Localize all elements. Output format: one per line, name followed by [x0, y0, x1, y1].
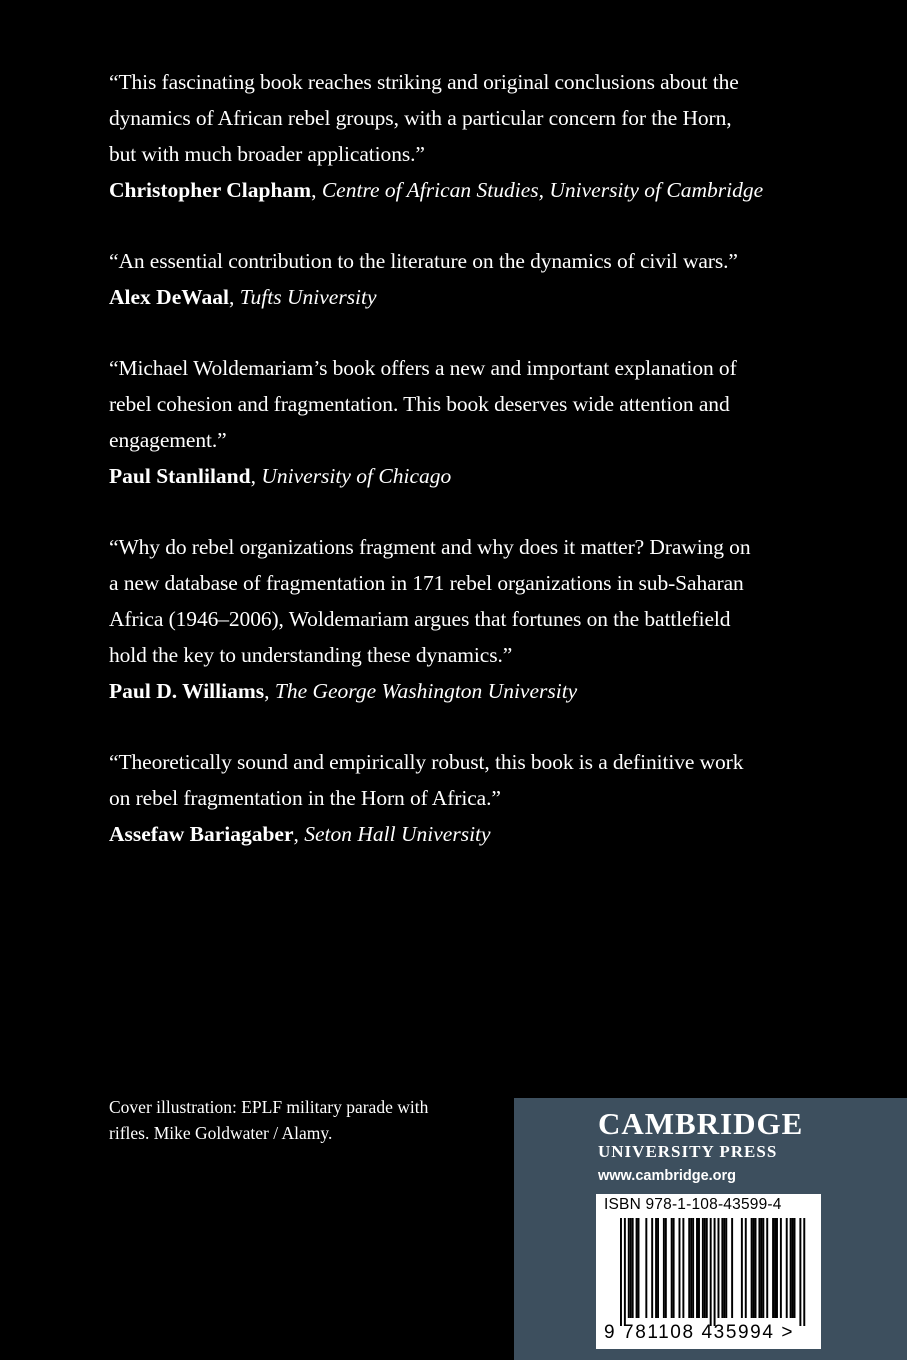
barcode-bar — [688, 1218, 690, 1318]
barcode-bar — [704, 1218, 706, 1318]
quote-line: engagement.” — [109, 428, 227, 452]
barcode-bar — [758, 1218, 760, 1318]
barcode-bar — [741, 1218, 743, 1318]
endorser-name: Paul Stanliland — [109, 464, 251, 488]
endorsement-quote — [109, 744, 809, 816]
barcode-bar — [725, 1218, 727, 1318]
quote-line: hold the key to understanding these dynamics.” — [109, 643, 513, 667]
barcode-bar — [702, 1218, 704, 1318]
barcode-bar — [657, 1218, 659, 1318]
barcode-bar — [762, 1218, 764, 1318]
isbn-barcode — [596, 1194, 821, 1349]
barcode-bar — [751, 1218, 753, 1318]
endorsements — [109, 64, 809, 887]
quote-line: “Theoretically sound and empirically robust, this book is a definitive work — [109, 750, 744, 774]
barcode-bar — [776, 1218, 778, 1318]
barcode-bar — [682, 1218, 684, 1318]
quote-line: dynamics of African rebel groups, with a particular concern for the Horn, — [109, 106, 732, 130]
endorsement-attribution: Assefaw Bariagaber, Seton Hall University — [109, 822, 491, 846]
barcode-bar — [745, 1218, 747, 1318]
barcode-bar — [679, 1218, 681, 1318]
isbn-label: ISBN 978-1-108-43599-4 — [604, 1196, 782, 1213]
quote-line: “Michael Woldemariam’s book offers a new and important explanation of — [109, 356, 737, 380]
barcode-bar — [671, 1218, 673, 1318]
barcode-bar — [792, 1218, 794, 1318]
barcode-bar — [803, 1218, 805, 1326]
quote-line: Africa (1946–2006), Woldemariam argues that fortunes on the battlefield — [109, 607, 731, 631]
barcode-bar — [698, 1218, 700, 1318]
barcode-bar — [780, 1218, 782, 1318]
quote-line: rebel cohesion and fragmentation. This book deserves wide attention and — [109, 392, 730, 416]
endorsement-quote — [109, 64, 809, 172]
barcode-bar — [706, 1218, 708, 1318]
endorsement-attribution: Paul Stanliland, University of Chicago — [109, 464, 452, 488]
quote-line: a new database of fragmentation in 171 rebel organizations in sub-Saharan — [109, 571, 744, 595]
publisher-subtitle: UNIVERSITY PRESS — [598, 1142, 778, 1161]
barcode-bar — [731, 1218, 733, 1318]
barcode-bar — [624, 1218, 626, 1326]
barcode-bar — [692, 1218, 694, 1318]
cover-illustration-credit — [109, 1094, 489, 1146]
barcode-bar — [645, 1218, 647, 1318]
endorsement-quote — [109, 529, 809, 673]
barcode-bar — [665, 1218, 667, 1318]
barcode-bar — [628, 1218, 630, 1318]
barcode-bar — [753, 1218, 755, 1318]
barcode-digits: 9 781108 435994 > — [604, 1322, 795, 1343]
credit-line: Cover illustration: EPLF military parade with — [109, 1097, 429, 1117]
endorsement-attribution: Paul D. Williams, The George Washington University — [109, 679, 578, 703]
quote-line: “An essential contribution to the literature on the dynamics of civil wars.” — [109, 249, 738, 273]
barcode-bar — [766, 1218, 768, 1318]
endorsement-stanliland — [109, 350, 809, 494]
barcode-bar — [710, 1218, 712, 1326]
barcode-bar — [651, 1218, 653, 1318]
barcode-bar — [690, 1218, 692, 1318]
barcode-bar — [663, 1218, 665, 1318]
barcode-bar — [774, 1218, 776, 1318]
barcode-bar — [620, 1218, 622, 1326]
endorsement-quote — [109, 350, 809, 458]
endorser-affiliation: The George Washington University — [274, 679, 578, 703]
quote-line: but with much broader applications.” — [109, 142, 425, 166]
barcode-bar — [794, 1218, 796, 1318]
credit-line: rifles. Mike Goldwater / Alamy. — [109, 1123, 333, 1143]
endorser-affiliation: Centre of African Studies, University of Cambridge — [321, 178, 764, 202]
quote-line: “This fascinating book reaches striking and original conclusions about the — [109, 70, 739, 94]
endorser-name: Assefaw Bariagaber — [109, 822, 294, 846]
barcode-bar — [696, 1218, 698, 1318]
barcode-bar — [786, 1218, 788, 1318]
endorsement-williams — [109, 529, 809, 709]
endorsement-quote — [109, 243, 809, 279]
barcode-bar — [799, 1218, 801, 1326]
barcode-bar — [632, 1218, 634, 1318]
endorser-affiliation: University of Chicago — [261, 464, 452, 488]
quote-line: “Why do rebel organizations fragment and why does it matter? Drawing on — [109, 535, 751, 559]
barcode-bar — [755, 1218, 757, 1318]
endorsement-attribution: Christopher Clapham, Centre of African Studies, University of Cambridge — [109, 178, 764, 202]
endorser-name: Paul D. Williams — [109, 679, 265, 703]
endorsement-bariagaber — [109, 744, 809, 852]
barcode-bar — [636, 1218, 638, 1318]
endorsement-dewaal — [109, 243, 809, 315]
publisher-panel — [514, 1098, 907, 1360]
barcode-bar — [630, 1218, 632, 1318]
barcode-bar — [723, 1218, 725, 1318]
barcode-bar — [655, 1218, 657, 1318]
barcode-bar — [760, 1218, 762, 1318]
barcode-bar — [790, 1218, 792, 1318]
endorser-name: Christopher Clapham — [109, 178, 312, 202]
barcode-bar — [721, 1218, 723, 1318]
barcode-bar — [718, 1218, 720, 1318]
endorsement-attribution: Alex DeWaal, Tufts University — [109, 285, 377, 309]
endorser-name: Alex DeWaal — [109, 285, 230, 309]
barcode-bar — [638, 1218, 640, 1318]
publisher-url: www.cambridge.org — [598, 1168, 737, 1184]
publisher-name: CAMBRIDGE — [598, 1106, 804, 1141]
endorser-affiliation: Tufts University — [239, 285, 377, 309]
endorsement-clapham — [109, 64, 809, 208]
barcode-bar — [772, 1218, 774, 1318]
barcode-bar — [714, 1218, 716, 1326]
endorser-affiliation: Seton Hall University — [304, 822, 491, 846]
quote-line: on rebel fragmentation in the Horn of Africa.” — [109, 786, 501, 810]
barcode-bar — [673, 1218, 675, 1318]
